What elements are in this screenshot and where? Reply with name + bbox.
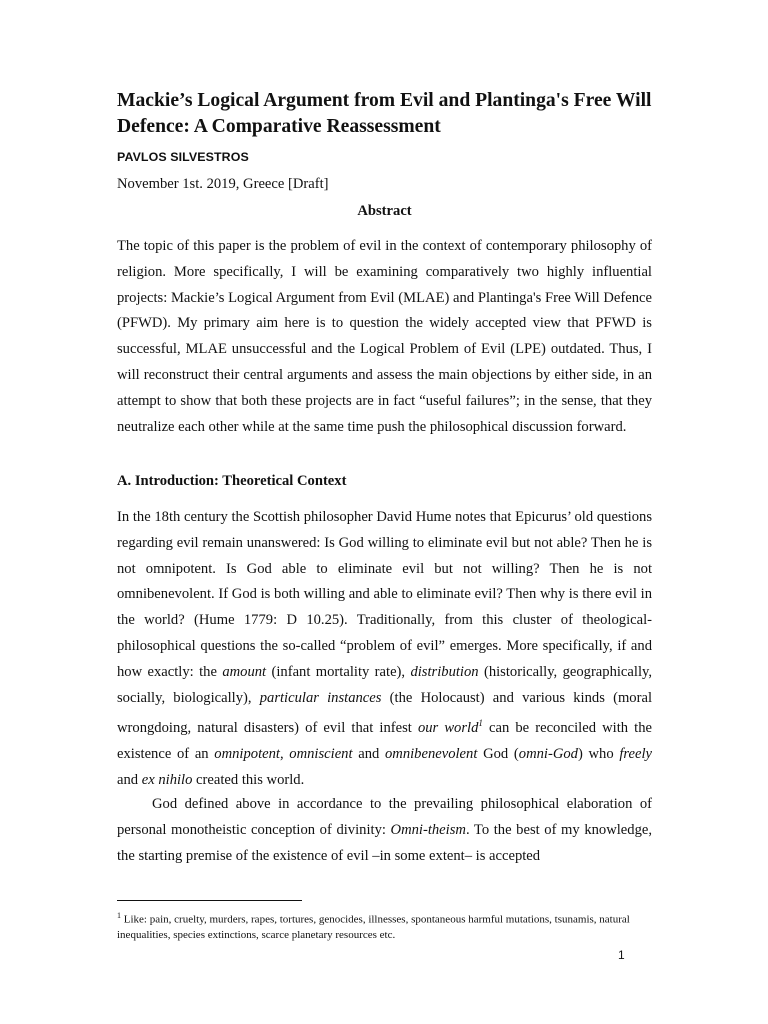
abstract-text: The topic of this paper is the problem of evil in the context of contemporary philosophy of religion. More specifically, I will be examining comparatively two highly influential projects: Mackie’s Logical Argument from Evil (MLAE) and Plantinga's Free Will Defence (PFWD). My primary aim here is to question the widely accepted view that PFWD is successful, MLAE unsuccessful and the Logical Problem of Evil (LPE) outdated. Thus, I will reconstruct their central arguments and assess the main objections by either side, in an attempt to show that both these projects are in fact “useful failures”; in the sense, that they neutralize each other while at the same time push the philosophical discussion forward. xyxy=(117,238,652,435)
footnote-reference[interactable]: 1 xyxy=(478,718,483,729)
second-paragraph: God defined above in accordance to the prevailing philosophical elaboration of personal monotheistic conception of divinity: Omni-theism. To the best of my knowledge, the starting premise of the existence of evil –in some extent– is accepted xyxy=(117,796,652,864)
author-name: PAVLOS SILVESTROS xyxy=(117,150,249,164)
paper-title: Mackie’s Logical Argument from Evil and Plantinga's Free Will Defence: A Comparative Reassessment xyxy=(117,90,652,137)
section-heading: A. Introduction: Theoretical Context xyxy=(117,473,347,489)
intro-paragraph: In the 18th century the Scottish philosopher David Hume notes that Epicurus’ old questions regarding evil remain unanswered: Is God willing to eliminate evil but not able? Then he is not omnipotent. Is God able to eliminate evil but not willing? Then he is not omnibenevolent. If God is both willing and able to eliminate evil? Then why is there evil in the world? (Hume 1779: D 10.25). Traditionally, from this cluster of theological-philosophical questions the so-called “problem of evil” emerges. More specifically, if and how exactly: the amount (infant mortality rate), distribution (historically, geographically, socially, biologically), particular instances (the Holocaust) and various kinds (moral wrongdoing, natural disasters) of evil that infest our world$^1$ can be reconciled with the existence of an omnipotent, omniscient and omnibenevolent God (omni-God) who freely and ex nihilo created this world. xyxy=(117,509,653,788)
footnote-mark: 1 xyxy=(117,911,121,920)
footnote: $^1$ Like: pain, cruelty, murders, rapes, tortures, genocides, illnesses, spontaneous harmful mutations, tsunamis, natural inequalities, species extinctions, scarce planetary resources etc. xyxy=(117,911,630,941)
footnote-divider xyxy=(117,900,302,901)
dateline: November 1st. 2019, Greece [Draft] xyxy=(117,176,329,192)
page-number: 1 xyxy=(618,948,625,962)
abstract-heading: Abstract xyxy=(357,203,412,219)
